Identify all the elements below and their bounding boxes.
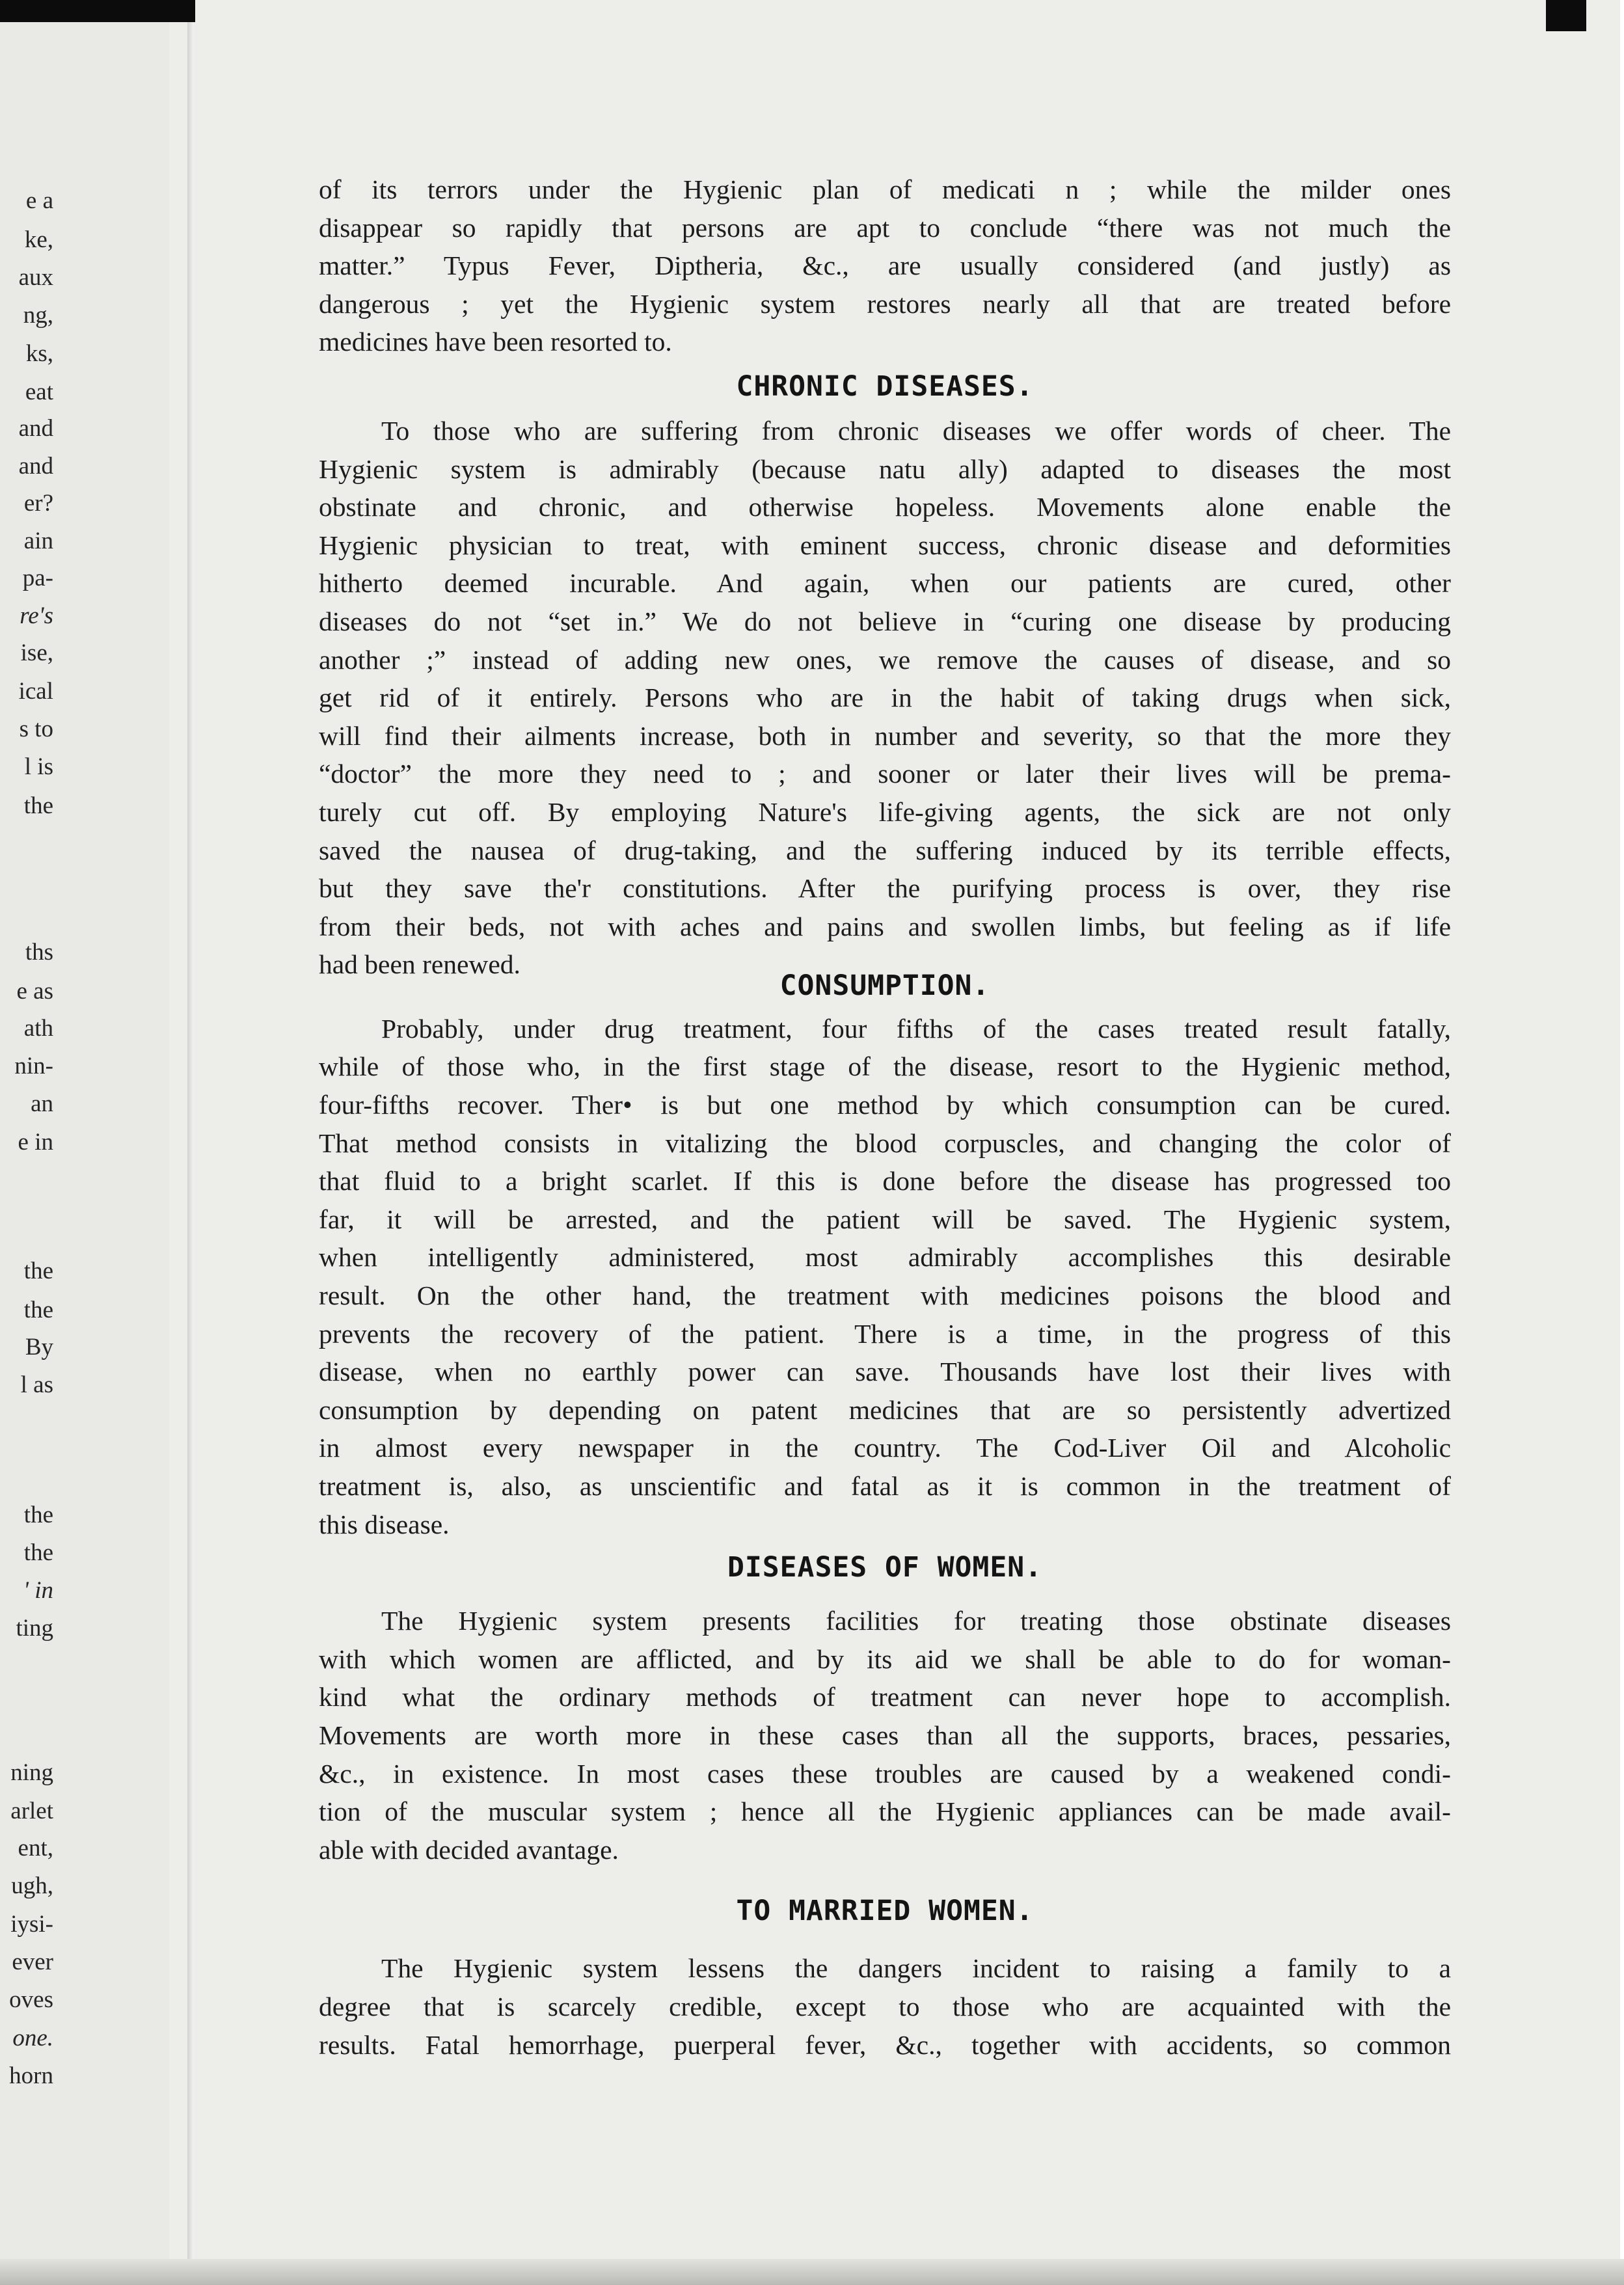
text-line: obstinate and chronic, and otherwise hopeless. Movements alone enable the <box>319 492 1451 522</box>
text-line: result. On the other hand, the treatment with medicines poisons the blood and <box>319 1280 1451 1311</box>
margin-fragment: e a <box>25 187 53 214</box>
margin-fragment: the <box>23 792 53 819</box>
scan-edge-mark <box>0 0 195 22</box>
margin-fragment: and <box>18 453 53 480</box>
text-line: &c., in existence. In most cases these troubles are caused by a weakened condi- <box>319 1758 1451 1789</box>
text-line: another ;” instead of adding new ones, we remove the causes of disease, and so <box>319 644 1451 675</box>
text-line: “doctor” the more they need to ; and sooner or later their lives will be prema- <box>319 759 1451 789</box>
margin-fragment: one. <box>12 2025 53 2051</box>
margin-fragment: nin- <box>14 1053 53 1079</box>
text-line: disappear so rapidly that persons are apt to conclude “there was not much the <box>319 212 1451 243</box>
margin-fragment: ths <box>25 939 53 966</box>
text-line: from their beds, not with aches and pains and swollen limbs, but feeling as if life <box>319 911 1451 941</box>
text-line: consumption by depending on patent medicines that are so persistently advertized <box>319 1394 1451 1425</box>
margin-fragment: ent, <box>18 1835 53 1861</box>
margin-fragment: the <box>23 1502 53 1528</box>
section-heading: DISEASES OF WOMEN. <box>727 1551 1042 1584</box>
text-line: kind what the ordinary methods of treatment can never hope to accomplish. <box>319 1682 1451 1712</box>
text-line: while of those who, in the first stage of the disease, resort to the Hygienic method, <box>319 1051 1451 1082</box>
margin-fragment: iysi- <box>10 1911 53 1938</box>
text-line: that fluid to a bright scarlet. If this is done before the disease has progressed too <box>319 1166 1451 1197</box>
text-line: will find their ailments increase, both in number and severity, so that the more they <box>319 720 1451 751</box>
text-line: matter.” Typus Fever, Diptheria, &c., are usually considered (and justly) as <box>319 250 1451 281</box>
text-line: Movements are worth more in these cases than all the supports, braces, pessaries, <box>319 1720 1451 1750</box>
margin-fragment: ' in <box>23 1577 53 1604</box>
text-line: The Hygienic system lessens the dangers incident to raising a family to a <box>381 1953 1451 1984</box>
text-line: medicines have been resorted to. <box>319 327 672 357</box>
margin-fragment: and <box>18 415 53 442</box>
margin-fragment: ke, <box>24 226 53 253</box>
text-line: That method consists in vitalizing the blood corpuscles, and changing the color of <box>319 1128 1451 1158</box>
margin-fragment: the <box>23 1258 53 1284</box>
text-line: disease, when no earthly power can save. Thousands have lost their lives with <box>319 1357 1451 1387</box>
margin-fragment: pa- <box>22 565 53 591</box>
margin-fragment: By <box>25 1334 53 1360</box>
margin-fragment: ning <box>10 1759 53 1786</box>
intro-paragraph <box>319 170 1451 361</box>
margin-fragment: e as <box>16 978 53 1005</box>
margin-fragment: l is <box>24 753 53 780</box>
margin-fragment: aux <box>18 264 53 291</box>
section-paragraph <box>319 1949 1451 2064</box>
margin-fragment: the <box>23 1297 53 1323</box>
text-line: Hygienic physician to treat, with eminent success, chronic disease and deformities <box>319 530 1451 560</box>
text-line: able with decided avantage. <box>319 1834 619 1865</box>
text-line: in almost every newspaper in the country. The Cod-Liver Oil and Alcoholic <box>319 1433 1451 1463</box>
margin-fragment: e in <box>18 1129 53 1156</box>
text-line: diseases do not “set in.” We do not believe in “curing one disease by producing <box>319 606 1451 636</box>
margin-fragment: eat <box>25 379 53 405</box>
margin-fragment: re's <box>20 602 53 629</box>
text-line: dangerous ; yet the Hygienic system restores nearly all that are treated before <box>319 288 1451 319</box>
margin-fragment: ical <box>18 678 53 705</box>
section-paragraph <box>319 412 1451 984</box>
scan-edge-mark <box>1546 0 1586 31</box>
margin-fragment: an <box>31 1090 53 1117</box>
margin-fragment: ath <box>23 1015 53 1042</box>
text-line: get rid of it entirely. Persons who are in the habit of taking drugs when sick, <box>319 683 1451 713</box>
margin-fragment: s to <box>19 716 53 742</box>
text-line: but they save the'r constitutions. After the purifying process is over, they rise <box>319 873 1451 904</box>
section-paragraph <box>319 1602 1451 1869</box>
text-line: with which women are afflicted, and by its aid we shall be able to do for woman- <box>319 1643 1451 1674</box>
text-line: degree that is scarcely credible, except to those who are acquainted with the <box>319 1991 1451 2021</box>
text-line: Probably, under drug treatment, four fifths of the cases treated result fatally, <box>381 1013 1451 1044</box>
margin-fragment: ting <box>16 1615 53 1642</box>
text-line: prevents the recovery of the patient. There is a time, in the progress of this <box>319 1318 1451 1349</box>
margin-fragment: ng, <box>23 302 53 329</box>
section-heading: CONSUMPTION. <box>779 969 990 1002</box>
text-line: tion of the muscular system ; hence all the Hygienic appliances can be made avail- <box>319 1796 1451 1827</box>
margin-fragment: ain <box>23 528 53 554</box>
text-line: far, it will be arrested, and the patient will be saved. The Hygienic system, <box>319 1204 1451 1234</box>
text-line: The Hygienic system presents facilities for treating those obstinate diseases <box>381 1606 1451 1636</box>
text-line: hitherto deemed incurable. And again, when our patients are cured, other <box>319 568 1451 599</box>
page-right-edge <box>1620 0 1624 2285</box>
text-line: of its terrors under the Hygienic plan of medicati n ; while the milder ones <box>319 174 1451 204</box>
margin-fragment: er? <box>23 490 53 517</box>
page-gutter-shadow <box>187 0 194 2285</box>
margin-fragment: ever <box>12 1949 53 1975</box>
margin-fragment: ise, <box>20 640 53 666</box>
margin-fragment: ugh, <box>11 1873 53 1899</box>
margin-fragment: the <box>23 1539 53 1566</box>
text-line: turely cut off. By employing Nature's life-giving agents, the sick are not only <box>319 796 1451 827</box>
section-paragraph <box>319 1010 1451 1543</box>
margin-fragment: arlet <box>10 1798 53 1824</box>
text-line: four-fifths recover. Ther• is but one method by which consumption can be cured. <box>319 1090 1451 1120</box>
text-line: had been renewed. <box>319 949 521 980</box>
text-line: when intelligently administered, most admirably accomplishes this desirable <box>319 1242 1451 1273</box>
text-line: saved the nausea of drug-taking, and the suffering induced by its terrible effects, <box>319 835 1451 865</box>
margin-fragment: l as <box>20 1372 53 1398</box>
section-heading: CHRONIC DISEASES. <box>736 370 1034 403</box>
margin-fragment: oves <box>9 1986 53 2013</box>
margin-fragment: ks, <box>25 340 53 367</box>
text-line: treatment is, also, as unscientific and fatal as it is common in the treatment of <box>319 1471 1451 1501</box>
page-text-column <box>319 170 1451 2064</box>
text-line: To those who are suffering from chronic diseases we offer words of cheer. The <box>381 415 1451 446</box>
text-line: results. Fatal hemorrhage, puerperal fever, &c., together with accidents, so common <box>319 2029 1451 2060</box>
text-line: Hygienic system is admirably (because natu ally) adapted to diseases the most <box>319 453 1451 484</box>
section-heading: TO MARRIED WOMEN. <box>736 1895 1034 1928</box>
scan-bottom-edge <box>0 2259 1624 2285</box>
margin-fragment: horn <box>9 2062 53 2089</box>
text-line: this disease. <box>319 1509 450 1539</box>
